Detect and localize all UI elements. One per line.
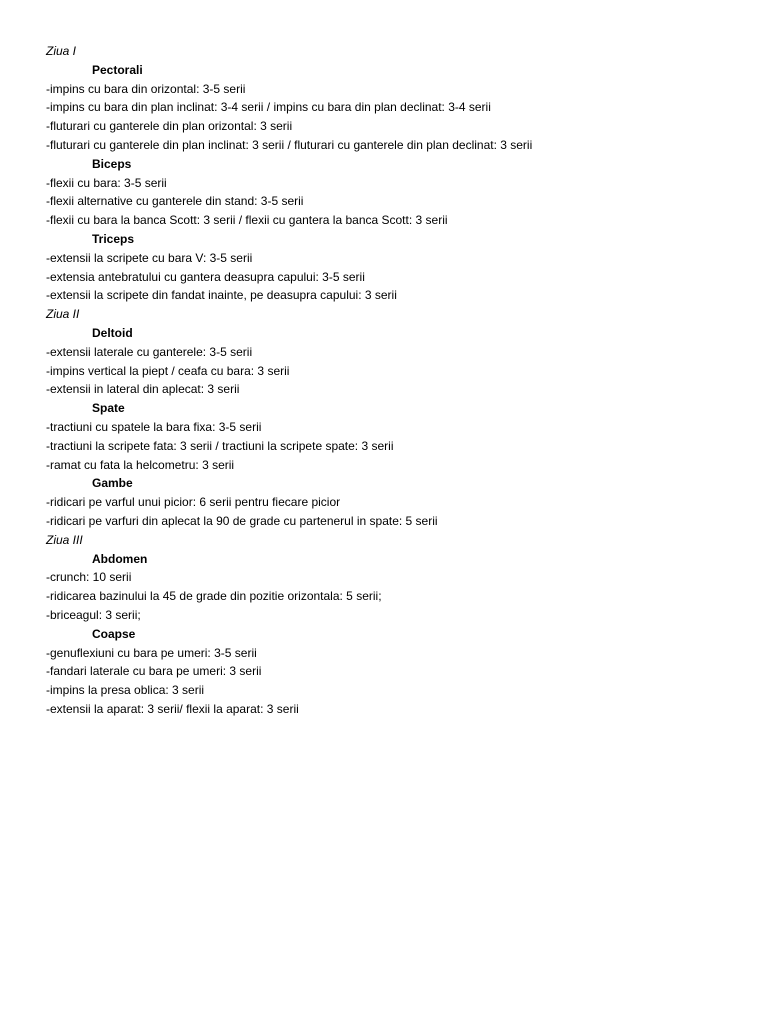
- exercise-line: -extensia antebratului cu gantera deasupra capului: 3-5 serii: [46, 269, 365, 284]
- muscle-group-heading: Gambe: [92, 476, 133, 491]
- exercise-line: -flexii cu bara: 3-5 serii: [46, 175, 167, 190]
- exercise-line: -tractiuni cu spatele la bara fixa: 3-5 serii: [46, 419, 262, 434]
- exercise-line: -tractiuni la scripete fata: 3 serii / tractiuni la scripete spate: 3 serii: [46, 438, 394, 453]
- exercise-line: -fandari laterale cu bara pe umeri: 3 serii: [46, 664, 262, 679]
- day-title: Ziua III: [46, 532, 83, 547]
- exercise-line: -crunch: 10 serii: [46, 570, 132, 585]
- muscle-group-heading: Pectorali: [92, 62, 143, 77]
- exercise-line: -genuflexiuni cu bara pe umeri: 3-5 serii: [46, 645, 257, 660]
- day-title: Ziua I: [46, 44, 77, 58]
- exercise-line: -impins vertical la piept / ceafa cu bara: 3 serii: [46, 363, 290, 378]
- exercise-line: -flexii alternative cu ganterele din stand: 3-5 serii: [46, 194, 304, 209]
- exercise-line: -impins cu bara din orizontal: 3-5 serii: [46, 81, 246, 96]
- exercise-line: -extensii la scripete din fandat inainte, pe deasupra capului: 3 serii: [46, 288, 397, 303]
- exercise-line: -ridicari pe varful unui picior: 6 serii pentru fiecare picior: [46, 495, 341, 510]
- exercise-line: -ridicarea bazinului la 45 de grade din pozitie orizontala: 5 serii;: [46, 589, 382, 604]
- exercise-line: -impins la presa oblica: 3 serii: [46, 683, 205, 698]
- muscle-group-heading: Triceps: [92, 231, 135, 246]
- workout-document: [46, 42, 746, 719]
- day-title: Ziua II: [46, 307, 80, 322]
- exercise-line: -fluturari cu ganterele din plan inclinat: 3 serii / fluturari cu ganterele din plan declinat: 3 serii: [46, 137, 533, 152]
- exercise-line: -extensii laterale cu ganterele: 3-5 serii: [46, 344, 253, 359]
- exercise-line: -flexii cu bara la banca Scott: 3 serii / flexii cu gantera la banca Scott: 3 serii: [46, 213, 448, 228]
- exercise-line: -impins cu bara din plan inclinat: 3-4 serii / impins cu bara din plan declinat: 3-4 serii: [46, 100, 491, 115]
- exercise-line: -extensii la scripete cu bara V: 3-5 serii: [46, 250, 253, 265]
- exercise-line: -extensii la aparat: 3 serii/ flexii la aparat: 3 serii: [46, 701, 299, 716]
- muscle-group-heading: Biceps: [92, 156, 132, 171]
- exercise-line: -briceagul: 3 serii;: [46, 607, 141, 622]
- exercise-line: -ridicari pe varfuri din aplecat la 90 de grade cu partenerul in spate: 5 serii: [46, 513, 438, 528]
- exercise-line: -extensii in lateral din aplecat: 3 serii: [46, 382, 240, 397]
- exercise-line: -ramat cu fata la helcometru: 3 serii: [46, 457, 235, 472]
- muscle-group-heading: Deltoid: [92, 325, 133, 340]
- exercise-line: -fluturari cu ganterele din plan orizontal: 3 serii: [46, 119, 293, 134]
- muscle-group-heading: Coapse: [92, 626, 136, 641]
- muscle-group-heading: Abdomen: [92, 551, 148, 566]
- muscle-group-heading: Spate: [92, 401, 125, 416]
